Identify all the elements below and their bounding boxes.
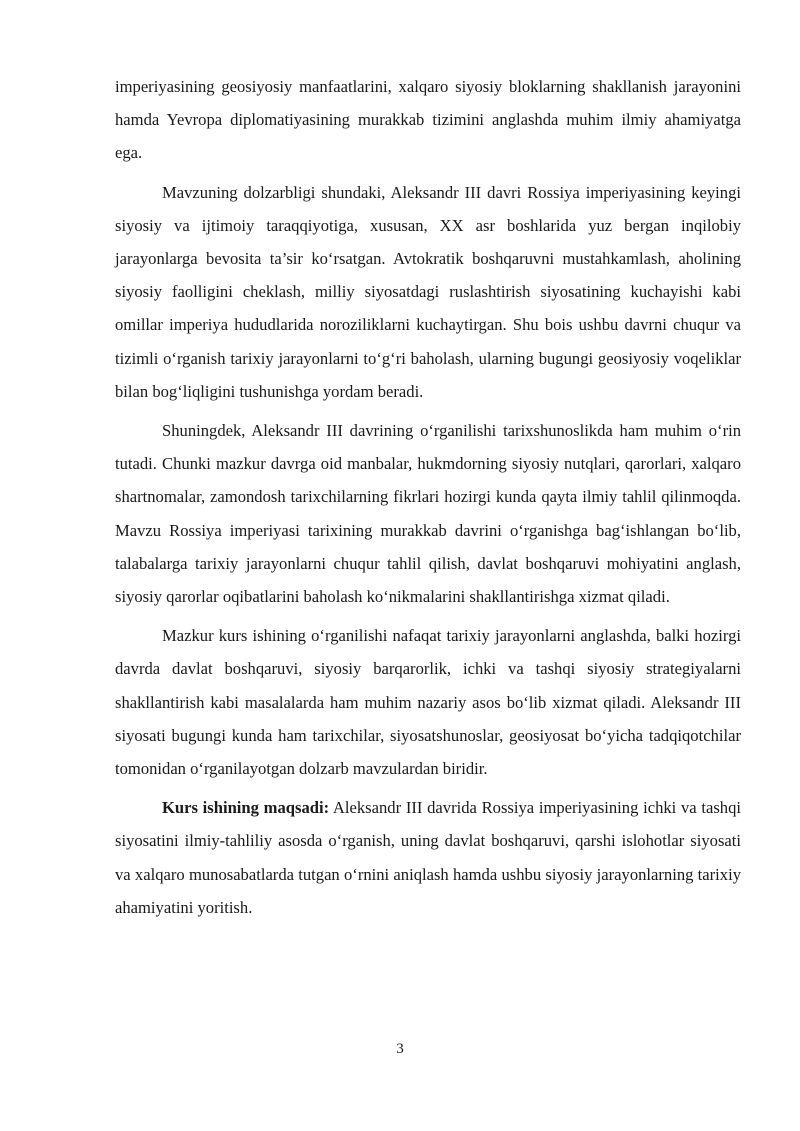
paragraph-text: Shuningdek, Aleksandr III davrining o‘rganilishi tarixshunoslikda ham muhim o‘rin tutadi. Chunki mazkur davrga oid manbalar, hukmdorning siyosiy nutqlari, qarorlari, xalqaro shartnomalar, zamondosh tarixchilarning fikrlari hozirgi kunda qayta ilmiy tahlil qilinmoqda. Mavzu Rossiya imperiyasi tarixining murakkab davrini o‘rganishga bag‘ishlangan bo‘lib, talabalarga tarixiy jarayonlarni chuqur tahlil qilish, davlat boshqaruvi mohiyatini anglash, siyosiy qarorlar oqibatlarini baholash ko‘nikmalarini shakllantirishga xizmat qiladi.	[115, 421, 741, 607]
paragraph-text: Mavzuning dolzarbligi shundaki, Aleksandr III davri Rossiya imperiyasining keyingi siyosiy va ijtimoiy taraqqiyotiga, xususan, XX asr boshlarida yuz bergan inqilobiy jarayonlarga bevosita ta’sir ko‘rsatgan. Avtokratik boshqaruvni mustahkamlash, aholining siyosiy faolligini cheklash, milliy siyosatdagi ruslashtirish siyosatining kuchayishi kabi omillar imperiya hududlarida noroziliklarni kuchaytirgan. Shu bois ushbu davrni chuqur va tizimli o‘rganish tarixiy jarayonlarni to‘g‘ri baholash, ularning bugungi geosiyosiy voqeliklar bilan bog‘liqligini tushunishga yordam beradi.	[115, 182, 741, 401]
paragraph-historiography	[115, 414, 741, 613]
paragraph-goal	[115, 791, 741, 924]
paragraph-text: Aleksandr III davrida Rossiya imperiyasining ichki va tashqi siyosatini ilmiy-tahliliy asosda o‘rganish, uning davlat boshqaruvi, qarshi islohotlar siyosati va xalqaro munosabatlarda tutgan o‘rnini aniqlash hamda ushbu siyosiy jarayonlarning tarixiy ahamiyatini yoritish.	[115, 798, 741, 917]
paragraph-text: Mazkur kurs ishining o‘rganilishi nafaqat tarixiy jarayonlarni anglashda, balki hozirgi davrda davlat boshqaruvi, siyosiy barqarorlik, ichki va tashqi siyosiy strategiyalarni shakllantirish kabi masalalarda ham muhim nazariy asos bo‘lib xizmat qiladi. Aleksandr III siyosati bugungi kunda ham tarixchilar, siyosatshunoslar, geosiyosat bo‘yicha tadqiqotchilar tomonidan o‘rganilayotgan dolzarb mavzulardan biridir.	[115, 626, 741, 779]
paragraph-significance	[115, 619, 741, 785]
paragraph-text: imperiyasining geosiyosiy manfaatlarini, xalqaro siyosiy bloklarning shakllanish jarayonini hamda Yevropa diplomatiyasining murakkab tizimini anglashda muhim ilmiy ahamiyatga ega.	[115, 77, 741, 163]
paragraph-continuation	[115, 70, 741, 170]
goal-heading: Kurs ishining maqsadi:	[162, 798, 330, 818]
paragraph-relevance	[115, 176, 741, 408]
page-number: 3	[396, 1041, 404, 1057]
document-page	[115, 70, 741, 930]
